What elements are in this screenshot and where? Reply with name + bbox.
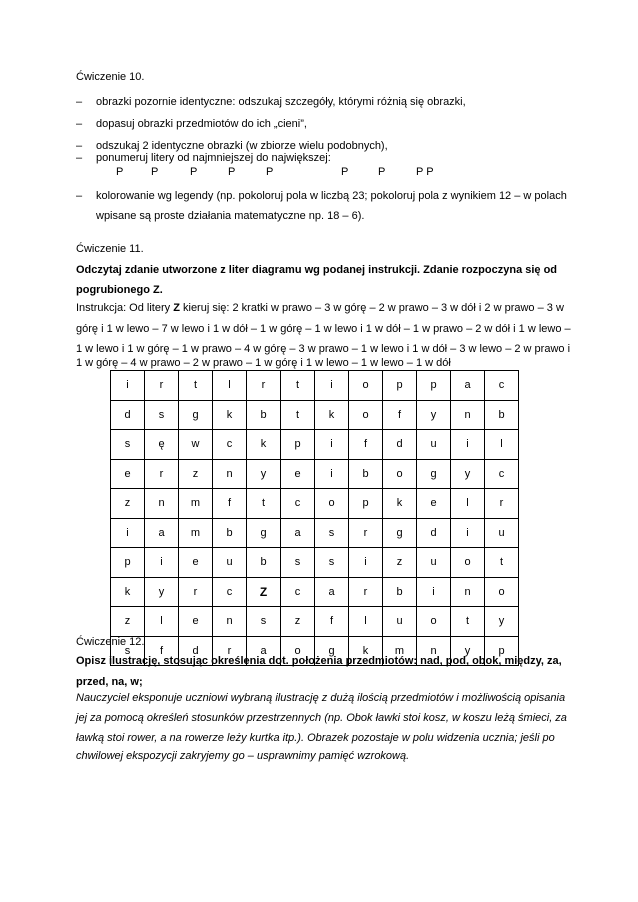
diagram-cell: f	[383, 400, 417, 430]
exercise-11-task: Odczytaj zdanie utworzone z liter diagramu wg podanej instrukcji. Zdanie rozpoczyna się od	[76, 264, 558, 276]
diagram-cell: l	[213, 371, 247, 401]
exercise-11-title: Ćwiczenie 11.	[76, 243, 144, 255]
diagram-cell: a	[281, 518, 315, 548]
diagram-cell: r	[247, 371, 281, 401]
diagram-cell: k	[247, 430, 281, 460]
diagram-cell: c	[213, 577, 247, 607]
diagram-cell: g	[179, 400, 213, 430]
diagram-cell: o	[349, 400, 383, 430]
diagram-cell: n	[451, 400, 485, 430]
diagram-cell: y	[451, 636, 485, 666]
diagram-cell: a	[315, 577, 349, 607]
diagram-cell: s	[145, 400, 179, 430]
diagram-cell: e	[179, 548, 213, 578]
diagram-cell: r	[485, 489, 519, 519]
exercise-11-instruction-line: 1 w lewo i 1 w górę – 1 w prawo – 4 w górę – 3 w prawo – 1 w lewo i 1 w dół – 3 w lewo – 2 w prawo i	[76, 343, 571, 355]
diagram-cell: i	[315, 430, 349, 460]
diagram-cell: b	[383, 577, 417, 607]
diagram-cell: o	[315, 489, 349, 519]
exercise-12-note-line: chwilowej ekspozycji zakryjemy go – usprawnimy pamięć wzrokową.	[76, 750, 410, 762]
instruction-prefix: Instrukcja: Od litery	[76, 302, 174, 314]
diagram-cell: n	[417, 636, 451, 666]
diagram-cell: p	[485, 636, 519, 666]
exercise-11-instruction	[76, 302, 564, 314]
diagram-cell: p	[349, 489, 383, 519]
diagram-cell: i	[111, 518, 145, 548]
diagram-cell: a	[145, 518, 179, 548]
diagram-cell: a	[247, 636, 281, 666]
exercise-10-item-text: kolorowanie wg legendy (np. pokoloruj pola w liczbą 23; pokoloruj pola z wynikiem 12 – w polach	[96, 190, 567, 202]
diagram-cell: l	[349, 607, 383, 637]
diagram-cell: o	[417, 607, 451, 637]
diagram-cell: r	[349, 518, 383, 548]
diagram-cell: d	[179, 636, 213, 666]
instruction-start-letter: Z	[173, 302, 180, 314]
diagram-cell: u	[417, 548, 451, 578]
dash-bullet: –	[76, 140, 83, 152]
diagram-cell: p	[281, 430, 315, 460]
diagram-cell: e	[281, 459, 315, 489]
exercise-10-title: Ćwiczenie 10.	[76, 71, 145, 83]
diagram-cell: k	[383, 489, 417, 519]
diagram-cell: o	[349, 371, 383, 401]
exercise-10-item-text: odszukaj 2 identyczne obrazki (w zbiorze wielu podobnych),	[96, 140, 388, 152]
diagram-cell: t	[451, 607, 485, 637]
diagram-cell: z	[383, 548, 417, 578]
diagram-cell: f	[145, 636, 179, 666]
diagram-cell: f	[213, 489, 247, 519]
diagram-cell: r	[179, 577, 213, 607]
diagram-cell: m	[179, 518, 213, 548]
exercise-12-title: Ćwiczenie 12.	[76, 636, 145, 648]
exercise-12-note-line: jej za pomocą określeń stosunków przestrzennych (np. Obok ławki stoi kosz, w koszu leżą śmieci, za	[76, 712, 567, 724]
exercise-10-item-text: ponumeruj litery od najmniejszej do największej:	[96, 152, 331, 164]
diagram-cell: p	[111, 548, 145, 578]
diagram-cell: r	[145, 459, 179, 489]
diagram-cell: b	[349, 459, 383, 489]
diagram-cell: c	[281, 577, 315, 607]
exercise-11-instruction-line: górę i 1 w lewo – 7 w lewo i 1 w dół – 1 w górę – 1 w lewo i 1 w dół – 1 w prawo – 2 w dół i 1 w lewo –	[76, 323, 571, 335]
diagram-cell: i	[451, 518, 485, 548]
diagram-cell: c	[485, 371, 519, 401]
diagram-cell: r	[145, 371, 179, 401]
diagram-cell: c	[281, 489, 315, 519]
diagram-cell: i	[111, 371, 145, 401]
diagram-cell: a	[451, 371, 485, 401]
diagram-cell: d	[383, 430, 417, 460]
diagram-cell: b	[213, 518, 247, 548]
diagram-cell: y	[247, 459, 281, 489]
diagram-row	[111, 459, 519, 489]
diagram-cell: m	[383, 636, 417, 666]
diagram-cell: o	[451, 548, 485, 578]
dash-bullet: –	[76, 152, 83, 164]
diagram-cell: k	[349, 636, 383, 666]
diagram-cell: b	[485, 400, 519, 430]
diagram-cell: p	[383, 371, 417, 401]
diagram-cell: i	[451, 430, 485, 460]
diagram-cell: r	[213, 636, 247, 666]
diagram-cell: u	[213, 548, 247, 578]
letter-p: P	[116, 166, 124, 178]
diagram-cell: b	[247, 400, 281, 430]
diagram-cell: o	[383, 459, 417, 489]
diagram-cell: l	[485, 430, 519, 460]
diagram-cell: g	[383, 518, 417, 548]
diagram-cell: f	[315, 607, 349, 637]
exercise-12-task: Opisz ilustrację, stosując określenia dot. położenia przedmiotów: nad, pod, obok, między, za,	[76, 655, 562, 667]
diagram-cell: c	[485, 459, 519, 489]
instruction-text: kieruj się: 2 kratki w prawo – 3 w górę – 2 w prawo – 3 w dół i 2 w prawo – 3 w	[179, 302, 564, 314]
diagram-cell: o	[485, 577, 519, 607]
diagram-cell: g	[247, 518, 281, 548]
diagram-row	[111, 518, 519, 548]
diagram-row	[111, 548, 519, 578]
diagram-cell: y	[485, 607, 519, 637]
diagram-cell: i	[315, 459, 349, 489]
diagram-cell: ę	[145, 430, 179, 460]
diagram-cell: k	[315, 400, 349, 430]
diagram-cell: i	[145, 548, 179, 578]
diagram-cell: k	[213, 400, 247, 430]
diagram-cell: t	[485, 548, 519, 578]
diagram-cell: f	[349, 430, 383, 460]
letter-p: P P	[416, 166, 434, 178]
diagram-row	[111, 607, 519, 637]
diagram-cell: z	[111, 607, 145, 637]
diagram-cell: u	[417, 430, 451, 460]
exercise-12-note-line: Nauczyciel eksponuje uczniowi wybraną ilustrację z dużą ilością przedmiotów i możliwością opisania	[76, 692, 566, 704]
diagram-cell: i	[315, 371, 349, 401]
diagram-cell: w	[179, 430, 213, 460]
diagram-cell: s	[315, 548, 349, 578]
exercise-11-instruction-line: 1 w górę – 4 w prawo – 2 w prawo – 1 w górę i 1 w lewo – 1 w lewo – 1 w dół	[76, 357, 451, 369]
diagram-cell: e	[417, 489, 451, 519]
diagram-cell: d	[417, 518, 451, 548]
diagram-cell: s	[315, 518, 349, 548]
diagram-row	[111, 400, 519, 430]
letter-p: P	[266, 166, 274, 178]
diagram-cell: l	[145, 607, 179, 637]
diagram-cell: t	[247, 489, 281, 519]
diagram-cell: l	[451, 489, 485, 519]
diagram-row	[111, 577, 519, 607]
diagram-row	[111, 371, 519, 401]
diagram-cell: e	[179, 607, 213, 637]
diagram-cell: g	[417, 459, 451, 489]
diagram-cell: r	[349, 577, 383, 607]
diagram-cell: s	[281, 548, 315, 578]
letter-p-row	[0, 166, 638, 180]
diagram-cell: n	[145, 489, 179, 519]
diagram-cell: c	[213, 430, 247, 460]
diagram-cell: g	[315, 636, 349, 666]
diagram-cell: n	[213, 459, 247, 489]
diagram-cell: e	[111, 459, 145, 489]
letter-p: P	[190, 166, 198, 178]
diagram-cell: s	[111, 430, 145, 460]
diagram-cell: i	[417, 577, 451, 607]
exercise-11-task-continuation: pogrubionego Z.	[76, 284, 163, 296]
exercise-10-item-text: dopasuj obrazki przedmiotów do ich „cieni”,	[96, 118, 307, 130]
letter-p: P	[378, 166, 386, 178]
diagram-cell: s	[111, 636, 145, 666]
dash-bullet: –	[76, 96, 83, 108]
diagram-cell: n	[213, 607, 247, 637]
dash-bullet: –	[76, 118, 83, 130]
diagram-cell: b	[247, 548, 281, 578]
letter-diagram	[110, 370, 519, 666]
letter-p: P	[228, 166, 236, 178]
exercise-10-item-text: obrazki pozornie identyczne: odszukaj szczegóły, którymi różnią się obrazki,	[96, 96, 466, 108]
letter-p: P	[341, 166, 349, 178]
diagram-cell: z	[179, 459, 213, 489]
diagram-cell: y	[451, 459, 485, 489]
diagram-cell: u	[383, 607, 417, 637]
diagram-cell: y	[145, 577, 179, 607]
exercise-12-note-line: ławką stoi rower, a na rowerze leży kurtka itp.). Obrazek pozostaje w polu widzenia ucznia; jeśli po	[76, 732, 555, 744]
diagram-cell: t	[281, 371, 315, 401]
exercise-10-item-continuation: wpisane są proste działania matematyczne np. 18 – 6).	[96, 210, 365, 222]
diagram-cell: d	[111, 400, 145, 430]
diagram-cell: m	[179, 489, 213, 519]
diagram-cell: n	[451, 577, 485, 607]
diagram-cell: o	[281, 636, 315, 666]
dash-bullet: –	[76, 190, 83, 202]
diagram-cell: y	[417, 400, 451, 430]
exercise-12-task-continuation: przed, na, w;	[76, 676, 143, 688]
diagram-cell: t	[179, 371, 213, 401]
diagram-cell: k	[111, 577, 145, 607]
diagram-cell: u	[485, 518, 519, 548]
diagram-row	[111, 430, 519, 460]
diagram-cell: z	[111, 489, 145, 519]
diagram-cell: z	[281, 607, 315, 637]
diagram-cell: i	[349, 548, 383, 578]
diagram-cell: p	[417, 371, 451, 401]
diagram-cell: Z	[247, 577, 281, 607]
diagram-cell: s	[247, 607, 281, 637]
letter-p: P	[151, 166, 159, 178]
diagram-row	[111, 489, 519, 519]
diagram-cell: t	[281, 400, 315, 430]
